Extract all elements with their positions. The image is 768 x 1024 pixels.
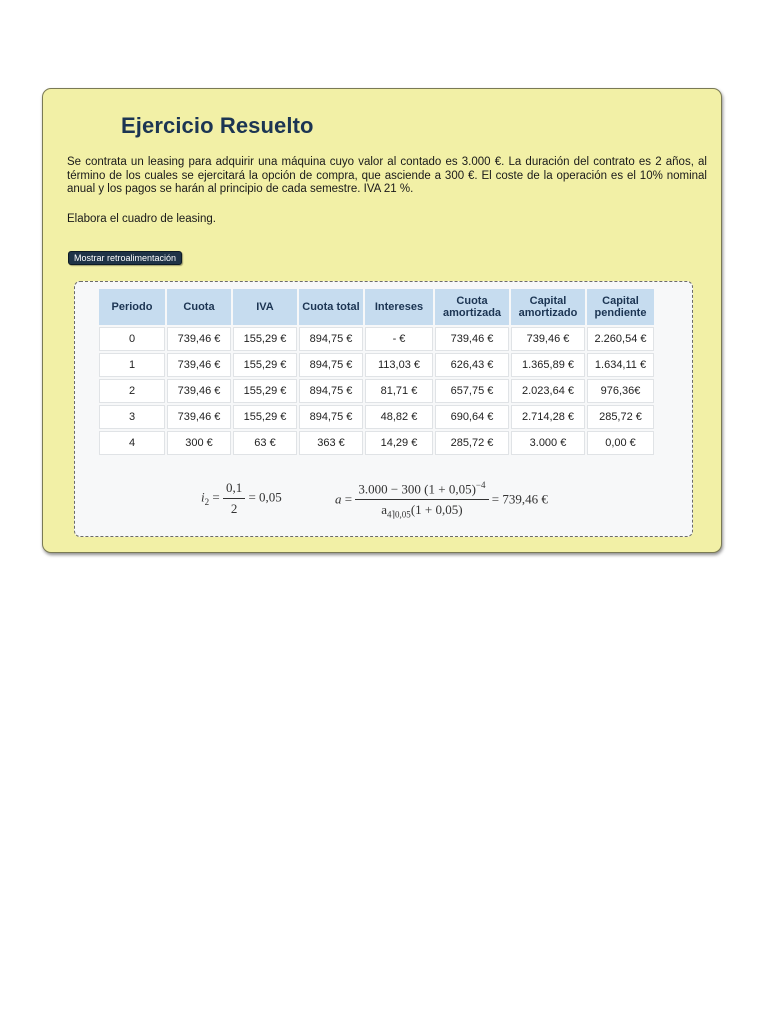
- table-row: [99, 431, 654, 455]
- show-feedback-button[interactable]: Mostrar retroalimentación: [68, 251, 182, 265]
- exercise-instruction: Elabora el cuadro de leasing.: [67, 213, 216, 225]
- table-cell: 0,00 €: [587, 431, 654, 455]
- payment-fraction: [355, 480, 488, 521]
- header-capital-amortizado: Capital amortizado: [511, 289, 585, 325]
- table-cell: 3.000 €: [511, 431, 585, 455]
- table-cell: 894,75 €: [299, 379, 363, 403]
- feedback-panel: [74, 281, 693, 537]
- table-cell: 2: [99, 379, 165, 403]
- rate-fraction: [223, 480, 245, 517]
- table-cell: 739,46 €: [167, 379, 231, 403]
- table-cell: 690,64 €: [435, 405, 509, 429]
- table-cell: - €: [365, 327, 433, 351]
- table-cell: 3: [99, 405, 165, 429]
- payment-formula-lhs: a: [335, 491, 342, 507]
- header-cuota-amortizada: Cuota amortizada: [435, 289, 509, 325]
- leasing-table: [97, 287, 656, 457]
- table-cell: 113,03 €: [365, 353, 433, 377]
- table-cell: 14,29 €: [365, 431, 433, 455]
- table-header-row: [99, 289, 654, 325]
- rate-formula-lhs: i: [201, 489, 205, 505]
- payment-formula: a = $\frac{3.000 - 300 (1 + 0,05)^{-4}}{a_{4⌉0,05}(1 + 0,05)}$ = 739,46 €: [335, 480, 548, 520]
- payment-denominator-sub: 4⌉0,05: [387, 509, 411, 520]
- header-cuota: Cuota: [167, 289, 231, 325]
- table-cell: 2.260,54 €: [587, 327, 654, 351]
- payment-denominator: [355, 500, 488, 521]
- table-cell: 1.634,11 €: [587, 353, 654, 377]
- payment-numerator-text: 3.000 − 300 (1 + 0,05): [358, 481, 476, 497]
- table-cell: 2.714,28 €: [511, 405, 585, 429]
- table-cell: 4: [99, 431, 165, 455]
- table-cell: 81,71 €: [365, 379, 433, 403]
- payment-denominator-a: a: [381, 502, 388, 518]
- table-row: [99, 379, 654, 403]
- payment-denominator-rest: (1 + 0,05): [410, 502, 463, 518]
- table-cell: 48,82 €: [365, 405, 433, 429]
- table-cell: 300 €: [167, 431, 231, 455]
- table-cell: 626,43 €: [435, 353, 509, 377]
- payment-numerator-exponent: −4: [475, 480, 486, 490]
- table-cell: 894,75 €: [299, 405, 363, 429]
- header-periodo: Periodo: [99, 289, 165, 325]
- table-row: [99, 405, 654, 429]
- header-intereses: Intereses: [365, 289, 433, 325]
- table-cell: 657,75 €: [435, 379, 509, 403]
- table-cell: 1.365,89 €: [511, 353, 585, 377]
- table-cell: 285,72 €: [587, 405, 654, 429]
- table-cell: 739,46 €: [435, 327, 509, 351]
- table-row: [99, 327, 654, 351]
- table-cell: 1: [99, 353, 165, 377]
- table-cell: 155,29 €: [233, 327, 297, 351]
- table-cell: 0: [99, 327, 165, 351]
- rate-numerator: 0,1: [223, 480, 245, 499]
- table-cell: 155,29 €: [233, 353, 297, 377]
- table-cell: 63 €: [233, 431, 297, 455]
- table-cell: 739,46 €: [167, 327, 231, 351]
- table-cell: 739,46 €: [167, 405, 231, 429]
- table-cell: 285,72 €: [435, 431, 509, 455]
- table-cell: 739,46 €: [511, 327, 585, 351]
- table-cell: 739,46 €: [167, 353, 231, 377]
- rate-result: = 0,05: [248, 489, 282, 505]
- payment-result: = 739,46 €: [491, 491, 548, 507]
- rate-formula: $i_2$ = $\frac{0,1}{2}$ = 0,05: [201, 480, 282, 516]
- table-cell: 2.023,64 €: [511, 379, 585, 403]
- table-cell: 155,29 €: [233, 379, 297, 403]
- exercise-card: [42, 88, 722, 553]
- table-cell: 976,36€: [587, 379, 654, 403]
- header-iva: IVA: [233, 289, 297, 325]
- table-cell: 363 €: [299, 431, 363, 455]
- header-cuota-total: Cuota total: [299, 289, 363, 325]
- table-cell: 894,75 €: [299, 353, 363, 377]
- rate-formula-lhs-sub: 2: [204, 497, 210, 508]
- table-cell: 894,75 €: [299, 327, 363, 351]
- exercise-title: Ejercicio Resuelto: [121, 113, 314, 138]
- header-capital-pendiente: Capital pendiente: [587, 289, 654, 325]
- payment-numerator: [355, 480, 488, 500]
- exercise-statement: Se contrata un leasing para adquirir una máquina cuyo valor al contado es 3.000 €. La duración del contrato es 2 años, al término de los cuales se ejercitará la opción de compra, que asciende a 300 €. El coste de la operación es el 10% nominal anual y los pagos se harán al principio de cada semestre. IVA 21 %.: [67, 156, 707, 195]
- table-row: [99, 353, 654, 377]
- rate-denominator: 2: [230, 501, 238, 516]
- table-cell: 155,29 €: [233, 405, 297, 429]
